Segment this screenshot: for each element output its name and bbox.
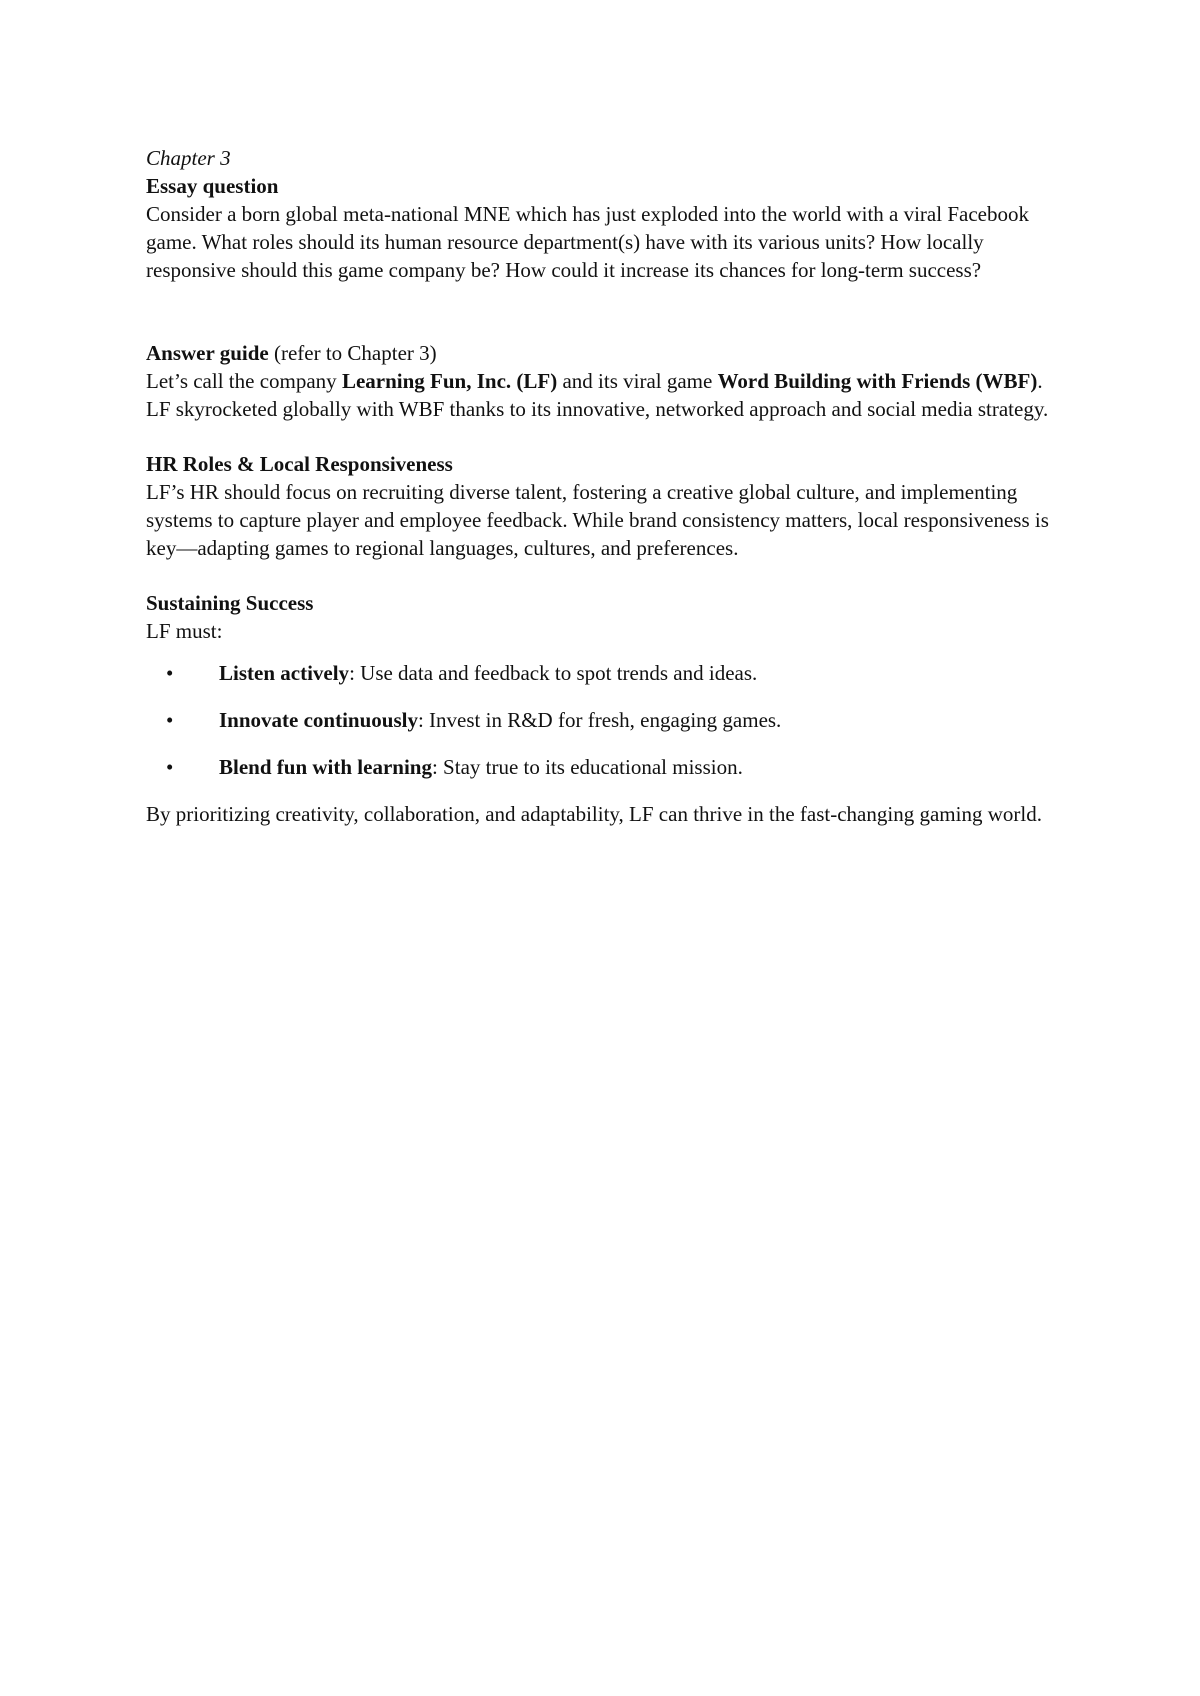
spacer [146,562,1066,589]
bullet-icon: • [166,708,174,732]
game-name: Word Building with Friends (WBF) [717,369,1038,393]
company-name: Learning Fun, Inc. (LF) [341,369,558,393]
success-bullet-list [146,659,1066,781]
document-body [146,144,1066,828]
answer-guide-heading: Answer guide [146,341,269,365]
success-section-heading: Sustaining Success [146,591,314,615]
bullet-icon: • [166,755,174,779]
list-item-text: : Stay true to its educational mission. [431,755,743,779]
list-item [146,659,1066,687]
list-item-text: : Use data and feedback to spot trends and ideas. [349,661,758,685]
list-item-term: Blend fun with learning [219,755,432,779]
answer-intro-paragraph [146,367,1066,423]
hr-section-heading: HR Roles & Local Responsiveness [146,452,453,476]
list-item-term: Listen actively [219,661,350,685]
success-section-lead: LF must: [146,619,223,643]
answer-guide-heading-line [146,339,1066,367]
chapter-label: Chapter 3 [146,146,231,170]
answer-intro-part-1: Let’s call the company [146,369,342,393]
bullet-icon: • [166,661,174,685]
answer-intro-part-2: and its viral game [557,369,718,393]
spacer [146,423,1066,450]
hr-section-text: LF’s HR should focus on recruiting diverse talent, fostering a creative global culture, and implementing systems to capture player and employee feedback. While brand consistency matters, local responsiveness is key—adapting games to regional languages, cultures, and preferences. [146,480,1049,560]
list-item-term: Innovate continuously [219,708,418,732]
list-item-text: : Invest in R&D for fresh, engaging games. [417,708,782,732]
answer-intro-part-3: . LF skyrocketed globally with WBF thanks to its innovative, networked approach and social media strategy. [146,369,1049,421]
closing-paragraph: By prioritizing creativity, collaboration, and adaptability, LF can thrive in the fast-changing gaming world. [146,802,1042,826]
essay-question-text: Consider a born global meta-national MNE which has just exploded into the world with a viral Facebook game. What roles should its human resource department(s) have with its various units? How locally responsive should this game company be? How could it increase its chances for long-term success? [146,202,1029,282]
answer-guide-note: (refer to Chapter 3) [268,341,437,365]
spacer [146,284,1066,339]
list-item [146,706,1066,734]
list-item [146,753,1066,781]
essay-question-heading: Essay question [146,174,279,198]
